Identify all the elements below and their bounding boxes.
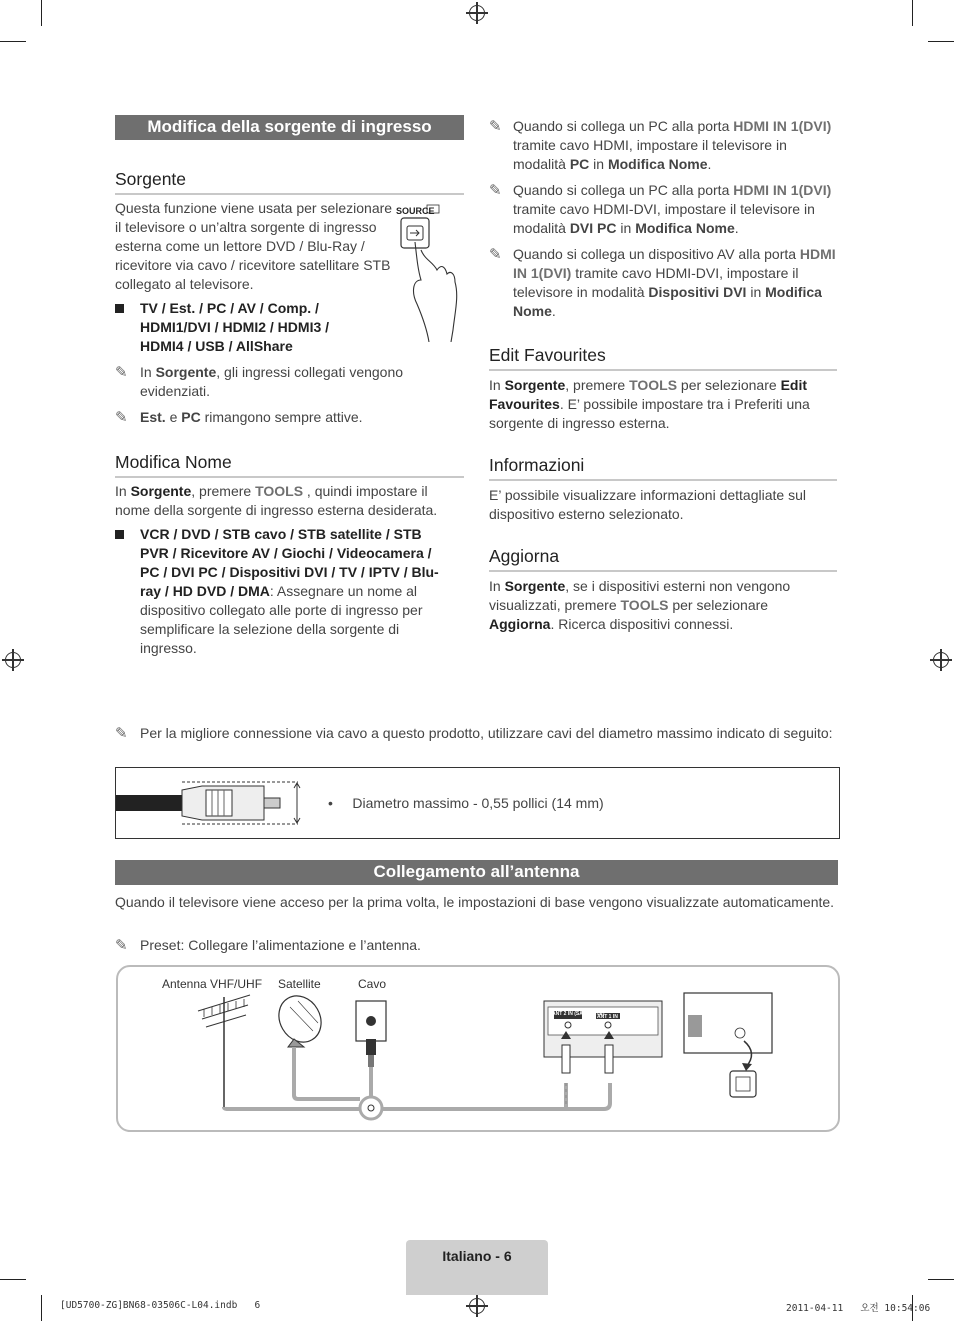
section-title-input: Modifica della sorgente di ingresso: [115, 115, 464, 140]
vhf-antenna-icon: [198, 995, 250, 1107]
registration-mark-icon: [469, 5, 485, 21]
page-number: Italiano - 6: [442, 1248, 512, 1264]
port-ant1-label: ANT 1 IN: [597, 1014, 618, 1020]
crop-mark: [41, 0, 42, 26]
heading-sorgente: Sorgente: [115, 169, 464, 195]
label-cavo: Cavo: [358, 977, 387, 991]
heading-edit-favourites: Edit Favourites: [489, 345, 837, 371]
label-satellite: Satellite: [278, 977, 321, 991]
edit-favourites-desc: In Sorgente, premere TOOLS per selezionare Edit Favourites. E’ possibile impostare tra i Preferiti una sorgente di ingresso esterna.: [489, 377, 810, 431]
crop-mark: [0, 41, 26, 42]
note-pencil-icon: ✎: [489, 182, 502, 199]
bullet-square-icon: [115, 530, 124, 539]
note-pencil-icon: ✎: [115, 725, 128, 742]
crop-mark: [928, 41, 954, 42]
tv-rear-outline-icon: [684, 993, 772, 1097]
antenna-desc: Quando il televisore viene acceso per la prima volta, le impostazioni di base vengono visualizzate automaticamente.: [115, 894, 835, 910]
informazioni-desc: E’ possibile visualizzare informazioni dettagliate sul dispositivo esterno selezionato.: [489, 487, 806, 522]
heading-aggiorna: Aggiorna: [489, 546, 837, 572]
note-pencil-icon: ✎: [489, 118, 502, 135]
bullet-square-icon: [115, 304, 124, 313]
crop-mark: [0, 1279, 26, 1280]
source-label: SOURCE: [396, 206, 435, 216]
modifica-nome-desc: In Sorgente, premere TOOLS , quindi impostare il nome della sorgente di ingresso esterna desiderata.: [115, 483, 438, 518]
note-pencil-icon: ✎: [115, 937, 128, 954]
antenna-connection-diagram: [118, 967, 838, 1130]
port-ant2-label: ANT 2 IN (SATELLITE): [552, 1011, 605, 1017]
antenna-diagram-box: [116, 965, 840, 1132]
heading-modifica-nome: Modifica Nome: [115, 452, 464, 478]
section-title-antenna: Collegamento all’antenna: [115, 860, 838, 885]
hdmi-note-2: ✎ Quando si collega un PC alla porta HDMI IN 1(DVI) tramite cavo HDMI-DVI, impostare il televisore in modalità DVI PC in Modifica Nome.: [489, 182, 832, 236]
registration-mark-icon: [469, 1298, 485, 1314]
heading-informazioni: Informazioni: [489, 455, 837, 481]
sorgente-desc: Questa funzione viene usata per selezionare il televisore o un’altra sorgente di ingresso esterna come un lettore DVD / Blu-Ray / ricevitore via cavo / ricevitore satellitare STB collegato al televisore.: [115, 200, 393, 292]
file-info: [UD5700-ZG]BN68-03506C-L04.indb 6: [60, 1300, 261, 1311]
cable-spec: • Diametro massimo - 0,55 pollici (14 mm): [328, 795, 604, 811]
cable-diameter-box: [115, 767, 840, 839]
page-number-tab: [406, 1240, 548, 1295]
antenna-note: ✎ Preset: Collegare l’alimentazione e l’antenna.: [115, 937, 421, 954]
crop-mark: [41, 1295, 42, 1321]
satellite-dish-icon: [271, 988, 330, 1050]
cable-wall-outlet-icon: [356, 1001, 386, 1067]
print-date: 2011-04-11 오전 10:54:06: [786, 1303, 931, 1314]
crop-mark: [912, 0, 913, 26]
remote-source-button-illustration: [393, 200, 465, 342]
sorgente-note-1: ✎ In Sorgente, gli ingressi collegati vengono evidenziati.: [115, 364, 404, 399]
crop-mark: [928, 1279, 954, 1280]
note-pencil-icon: ✎: [115, 364, 128, 381]
label-vhf-uhf: Antenna VHF/UHF: [162, 977, 263, 991]
hdmi-note-3: ✎ Quando si collega un dispositivo AV alla porta HDMI IN 1(DVI) tramite cavo HDMI-DVI, impostare il televisore in modalità Dispositivi DVI in Modifica Nome.: [489, 246, 836, 319]
sorgente-note-2: ✎ Est. e PC rimangono sempre attive.: [115, 409, 363, 426]
cable-plug-icon: [116, 776, 316, 830]
cable-note: ✎ Per la migliore connessione via cavo a questo prodotto, utilizzare cavi del diametro massimo indicato di seguito:: [115, 725, 833, 742]
aggiorna-desc: In Sorgente, se i dispositivi esterni non vengono visualizzati, premere TOOLS per selezionare Aggiorna. Ricerca dispositivi connessi.: [489, 578, 791, 632]
hdmi-note-1: ✎ Quando si collega un PC alla porta HDMI IN 1(DVI) tramite cavo HDMI, impostare il televisore in modalità PC in Modifica Nome.: [489, 118, 832, 172]
registration-mark-icon: [933, 652, 949, 668]
note-pencil-icon: ✎: [489, 246, 502, 263]
note-pencil-icon: ✎: [115, 409, 128, 426]
registration-mark-icon: [5, 652, 21, 668]
